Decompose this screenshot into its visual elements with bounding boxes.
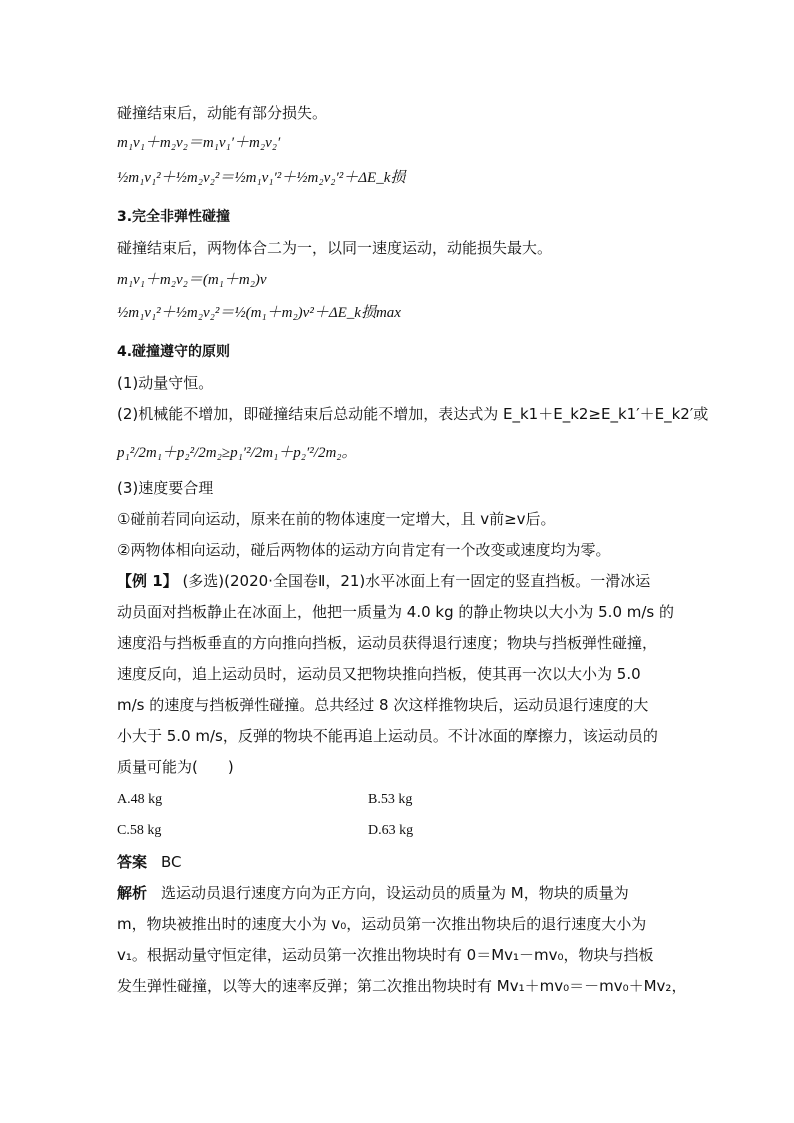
analysis-line bbox=[117, 883, 629, 903]
analysis-line: m，物块被推出时的速度大小为 v₀，运动员第一次推出物块后的退行速度大小为 bbox=[117, 915, 647, 933]
text-line: ①碰前若同向运动，原来在前的物体速度一定增大，且 v前≥v后。 bbox=[117, 510, 556, 528]
text-line: 碰撞结束后，动能有部分损失。 bbox=[117, 104, 328, 122]
formula-line: p₁²/2m₁＋p₂²/2m₂≥p₁′²/2m₁＋p₂′²/2m₂。 bbox=[117, 445, 357, 461]
analysis-line: v₁。根据动量守恒定律，运动员第一次推出物块时有 0＝Mv₁－mv₀，物块与挡板 bbox=[117, 946, 654, 964]
option-b: B.53 kg bbox=[368, 792, 413, 807]
example-line: m/s 的速度与挡板弹性碰撞。总共经过 8 次这样推物块后，运动员退行速度的大 bbox=[117, 696, 649, 714]
formula-line: m₁v₁＋m₂v₂＝(m₁＋m₂)v bbox=[117, 272, 267, 288]
example-line: 质量可能为( ) bbox=[117, 758, 234, 776]
section-heading: 4.碰撞遵守的原则 bbox=[117, 344, 231, 360]
text-line: ②两物体相向运动，碰后两物体的运动方向肯定有一个改变或速度均为零。 bbox=[117, 541, 611, 559]
formula-line: m₁v₁＋m₂v₂＝m₁v₁′＋m₂v₂′ bbox=[117, 135, 281, 151]
section-heading: 3.完全非弹性碰撞 bbox=[117, 209, 231, 225]
example-line: 动员面对挡板静止在冰面上，他把一质量为 4.0 kg 的静止物块以大小为 5.0 m/s 的 bbox=[117, 603, 675, 621]
formula-line: ½m₁v₁²＋½m₂v₂²＝½(m₁＋m₂)v²＋ΔE_k损max bbox=[117, 305, 401, 321]
example-line: 速度沿与挡板垂直的方向推向挡板，运动员获得退行速度；物块与挡板弹性碰撞， bbox=[117, 634, 658, 652]
answer-value: BC bbox=[161, 853, 182, 871]
answer-line bbox=[117, 852, 182, 872]
text-line: (1)动量守恒。 bbox=[117, 374, 214, 392]
text-line: (2)机械能不增加，即碰撞结束后总动能不增加，表达式为 E_k1＋E_k2≥E_k1′＋E_k2′或 bbox=[117, 405, 709, 423]
text-line: (3)速度要合理 bbox=[117, 479, 214, 497]
example-line: 速度反向，追上运动员时，运动员又把物块推向挡板，使其再一次以大小为 5.0 bbox=[117, 665, 641, 683]
example-line: 小大于 5.0 m/s，反弹的物块不能再追上运动员。不计冰面的摩擦力，该运动员的 bbox=[117, 727, 658, 745]
answer-label: 答案 bbox=[117, 853, 148, 871]
option-a: A.48 kg bbox=[117, 792, 163, 807]
option-c: C.58 kg bbox=[117, 823, 162, 838]
example-text: (多选)(2020·全国卷Ⅱ，21)水平冰面上有一固定的竖直挡板。一滑冰运 bbox=[177, 572, 651, 590]
formula-line: ½m₁v₁²＋½m₂v₂²＝½m₁v₁′²＋½m₂v₂′²＋ΔE_k损 bbox=[117, 170, 406, 186]
analysis-line: 发生弹性碰撞，以等大的速率反弹；第二次推出物块时有 Mv₁＋mv₀＝－mv₀＋Mv₂， bbox=[117, 977, 687, 995]
option-d: D.63 kg bbox=[368, 823, 414, 838]
example-line bbox=[117, 571, 650, 591]
text-line: 碰撞结束后，两物体合二为一，以同一速度运动，动能损失最大。 bbox=[117, 239, 553, 257]
analysis-label: 解析 bbox=[117, 884, 148, 902]
example-tag: 【例 1】 bbox=[117, 572, 178, 590]
analysis-text: 选运动员退行速度方向为正方向，设运动员的质量为 M，物块的质量为 bbox=[161, 884, 629, 902]
